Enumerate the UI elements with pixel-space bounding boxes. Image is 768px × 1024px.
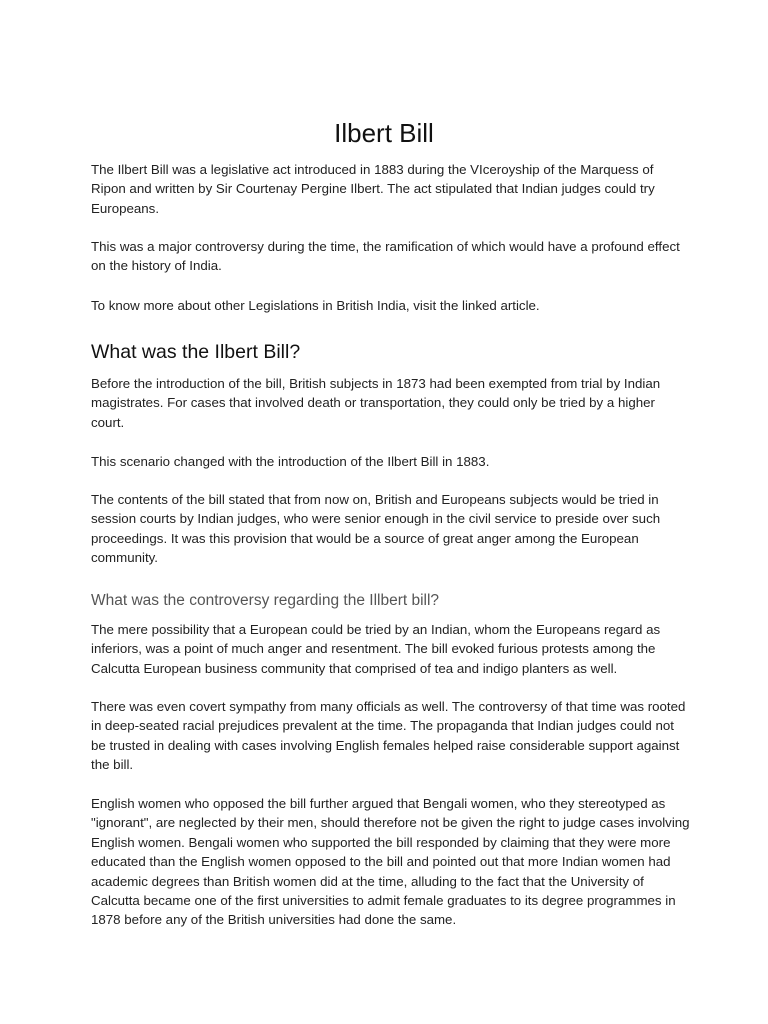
subsection-heading: What was the controversy regarding the Illbert bill? xyxy=(91,592,440,609)
page-title: Ilbert Bill xyxy=(334,118,434,148)
intro-paragraph: The Ilbert Bill was a legislative act introduced in 1883 during the VIceroyship of the Marquess of Ripon and written by Sir Courtenay Pergine Ilbert. The act stipulated that Indian judges could try Europeans. xyxy=(91,162,655,216)
section-paragraph: The mere possibility that a European could be tried by an Indian, whom the Europeans regard as inferiors, was a point of much anger and resentment. The bill evoked furious protests among the Calcutta European business community that comprised of tea and indigo planters as well. xyxy=(91,622,661,676)
intro-paragraph: To know more about other Legislations in British India, visit the linked article. xyxy=(91,298,540,313)
section-paragraph: Before the introduction of the bill, British subjects in 1873 had been exempted from trial by Indian magistrates. For cases that involved death or transportation, they could only be tried by a higher court. xyxy=(91,376,661,430)
section-paragraph: English women who opposed the bill further argued that Bengali women, who they stereotyped as "ignorant", are neglected by their men, should therefore not be given the right to judge cases involving English women. Bengali women who supported the bill responded by claiming that they were more educated than the English women opposed to the bill and pointed out that more Indian women had academic degrees than British women did at the time, alluding to the fact that the University of Calcutta became one of the first universities to admit female graduates to its degree programmes in 1878 before any of the British universities had done the same. xyxy=(91,796,690,928)
section-heading: What was the Ilbert Bill? xyxy=(91,341,301,363)
intro-paragraph: This was a major controversy during the time, the ramification of which would have a profound effect on the history of India. xyxy=(91,239,680,274)
section-paragraph: The contents of the bill stated that from now on, British and Europeans subjects would be tried in session courts by Indian judges, who were senior enough in the civil service to preside over such proceedings. It was this provision that would be a source of great anger among the European community. xyxy=(91,492,661,566)
section-paragraph: There was even covert sympathy from many officials as well. The controversy of that time was rooted in deep-seated racial prejudices prevalent at the time. The propaganda that Indian judges could not be trusted in dealing with cases involving English females helped raise considerable support against the bill. xyxy=(91,699,686,773)
section-paragraph: This scenario changed with the introduction of the Ilbert Bill in 1883. xyxy=(91,454,490,469)
